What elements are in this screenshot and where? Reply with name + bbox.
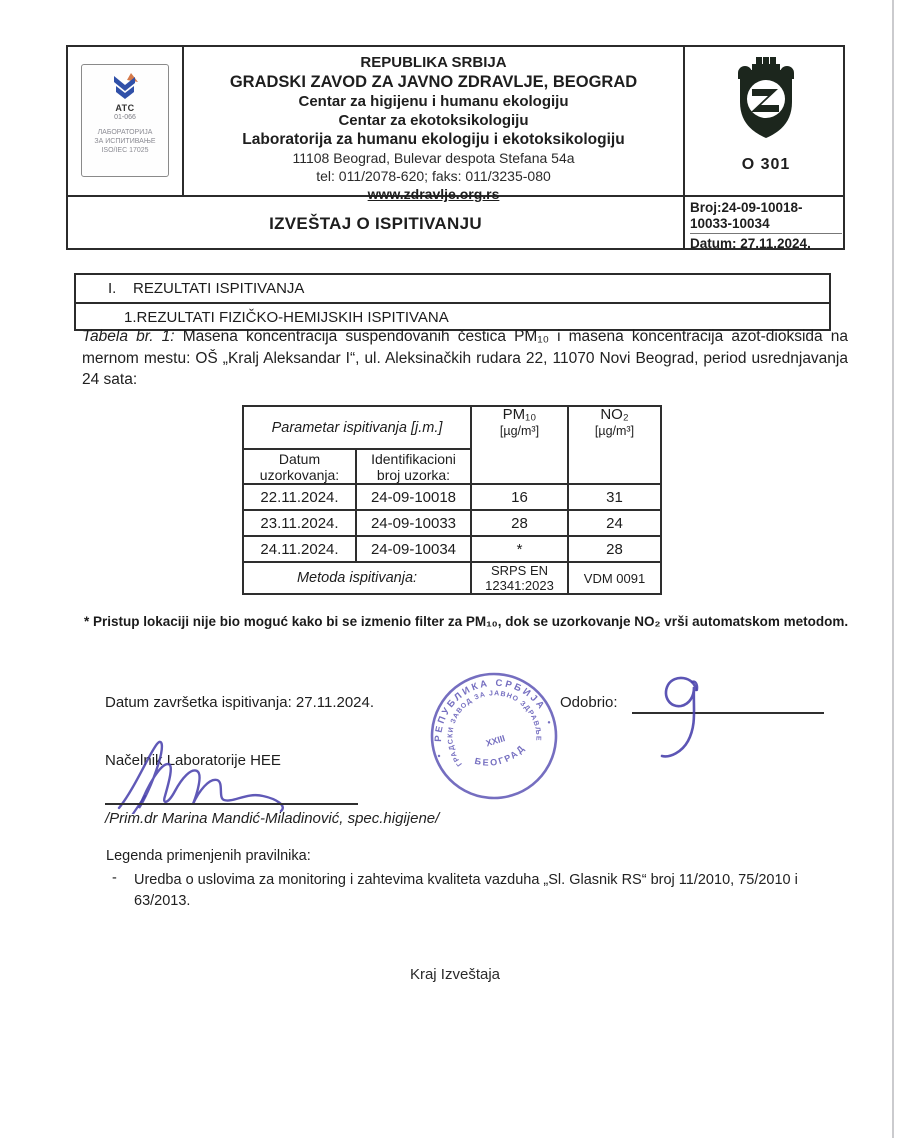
cell-date: 23.11.2024. — [243, 510, 356, 536]
cell-date: 24.11.2024. — [243, 536, 356, 562]
stamp-bottom-text: БЕОГРАД — [473, 742, 528, 768]
phone-line: tel: 011/2078-620; faks: 011/3235-080 — [316, 168, 551, 184]
stamp-inner-text: ГРАДСКИ ЗАВОД ЗА ЈАВНО ЗДРАВЉЕ — [447, 690, 542, 768]
section-heading-1: I. REZULTATI ISPITIVANJA — [76, 275, 829, 304]
accreditation-badge — [81, 64, 169, 177]
letterhead-box — [66, 45, 845, 250]
stamp-dot-left: • — [436, 750, 442, 762]
lab-head-signature-line — [105, 803, 358, 805]
stamp-outer-text: РЕПУБЛИКА СРБИЈА — [433, 677, 548, 743]
section-heading-box — [74, 273, 831, 331]
section-heading-2: 1.REZULTATI FIZIČKO-HEMIJSKIH ISPITIVANA — [124, 309, 449, 326]
laboratory-line: Laboratorija za humanu ekologiju i ekotoksikologiju — [242, 131, 625, 148]
report-number-line1: Broj:24-09-10018- — [690, 200, 803, 215]
param-header-cell: Parametar ispitivanja [j.m.] — [243, 406, 471, 449]
cell-sample-id: 24-09-10033 — [356, 510, 471, 536]
report-number-line2: 10033-10034 — [690, 215, 770, 231]
official-round-stamp — [407, 649, 582, 824]
method-no2-cell: VDM 0091 — [568, 562, 661, 594]
report-date: Datum: 27.11.2024. — [690, 233, 842, 252]
cell-no2-value: 24 — [568, 510, 661, 536]
table-header-row — [243, 406, 661, 449]
table-row — [243, 536, 661, 562]
legend-bullet: - — [112, 870, 117, 886]
date-column-header: Datum uzorkovanja: — [243, 449, 356, 484]
no2-column-header — [568, 406, 661, 484]
report-title: IZVEŠTAJ O ISPITIVANJU — [269, 213, 482, 233]
badge-acronym: ATC — [115, 103, 135, 113]
center-line: Centar za ekotoksikologiju — [338, 112, 529, 129]
method-pm10-line1: SRPS EN — [490, 563, 549, 578]
pm10-unit: [µg/m³] — [499, 424, 540, 438]
cell-pm10-value: 16 — [471, 484, 568, 510]
address-line: 11108 Beograd, Bulevar despota Stefana 54a — [292, 150, 575, 166]
institution-block — [184, 53, 683, 202]
institute-line: GRADSKI ZAVOD ZA JAVNO ZDRAVLJE, BEOGRAD — [229, 73, 638, 91]
pm10-column-header — [471, 406, 568, 484]
center-line: Centar za higijenu i humanu ekologiju — [298, 93, 569, 110]
ats-logo-icon — [107, 72, 143, 102]
emblem-cell — [685, 47, 847, 195]
stamp-center-text: XXIII — [484, 733, 507, 749]
badge-line: ЗА ИСПИТИВАЊЕ — [94, 138, 156, 145]
legend-item: Uredba o uslovima za monitoring i zahtevima kvaliteta vazduha „Sl. Glasnik RS“ broj 11/2010, 75/2010 i 63/2013. — [134, 872, 798, 909]
asterisk-footnote: * Pristup lokaciji nije bio moguć kako bi se izmenio filter za PM₁₀, dok se uzorkovanje NO₂ vrši automatskom metodom. — [84, 614, 849, 629]
method-label-cell: Metoda ispitivanja: — [243, 562, 471, 594]
cell-sample-id: 24-09-10018 — [356, 484, 471, 510]
no2-label: NO₂ — [600, 406, 629, 423]
cell-pm10-value: * — [471, 536, 568, 562]
table-method-row — [243, 562, 661, 594]
table-row — [243, 510, 661, 536]
caption-lead: Tabela br. 1: — [82, 328, 175, 345]
city-institute-emblem-icon — [734, 57, 798, 147]
cell-date: 22.11.2024. — [243, 484, 356, 510]
report-number-cell — [685, 197, 847, 251]
completion-date: Datum završetka ispitivanja: 27.11.2024. — [105, 694, 375, 711]
table-caption-paragraph — [82, 326, 848, 391]
cell-no2-value: 31 — [568, 484, 661, 510]
lab-head-name: /Prim.dr Marina Mandić-Miladinović, spec.higijene/ — [105, 810, 440, 827]
approved-by-label: Odobrio: — [560, 694, 618, 711]
no2-unit: [µg/m³] — [594, 424, 635, 438]
badge-line: ЛАБОРАТОРИЈА — [97, 129, 153, 136]
badge-line: ISO/IEC 17025 — [101, 147, 149, 154]
legend-title: Legenda primenjenih pravilnika: — [106, 848, 311, 864]
cell-sample-id: 24-09-10034 — [356, 536, 471, 562]
stamp-dot-right: • — [546, 717, 552, 728]
badge-number: 01-066 — [114, 114, 136, 121]
svg-text:БЕОГРАД — [471, 741, 530, 774]
emblem-code: O 301 — [741, 156, 791, 173]
country-line: REPUBLIKA SRBIJA — [360, 54, 507, 71]
cell-pm10-value: 28 — [471, 510, 568, 536]
method-pm10-line2: 12341:2023 — [485, 578, 554, 593]
table-row — [243, 484, 661, 510]
end-of-report-note: Kraj Izveštaja — [409, 966, 501, 983]
results-table — [242, 405, 662, 595]
caption-text: Masena koncentracija suspendovanih čestica PM₁₀ i masena koncentracija azot-dioksida na mernom mestu: OŠ „Kralj Aleksandar I“, ul. Aleksinačkih rudara 22, 11070 Novi Beograd, period usrednjavanja 24 sata: — [82, 328, 848, 388]
cell-no2-value: 28 — [568, 536, 661, 562]
approver-signature — [648, 668, 748, 763]
lab-head-label: Načelnik Laboratorije HEE — [105, 752, 281, 769]
sample-id-column-header: Identifikacioni broj uzorka: — [356, 449, 471, 484]
pm10-label: PM₁₀ — [502, 406, 537, 423]
website-line: www.zdravlje.org.rs — [367, 186, 500, 202]
method-pm10-cell — [471, 562, 568, 594]
